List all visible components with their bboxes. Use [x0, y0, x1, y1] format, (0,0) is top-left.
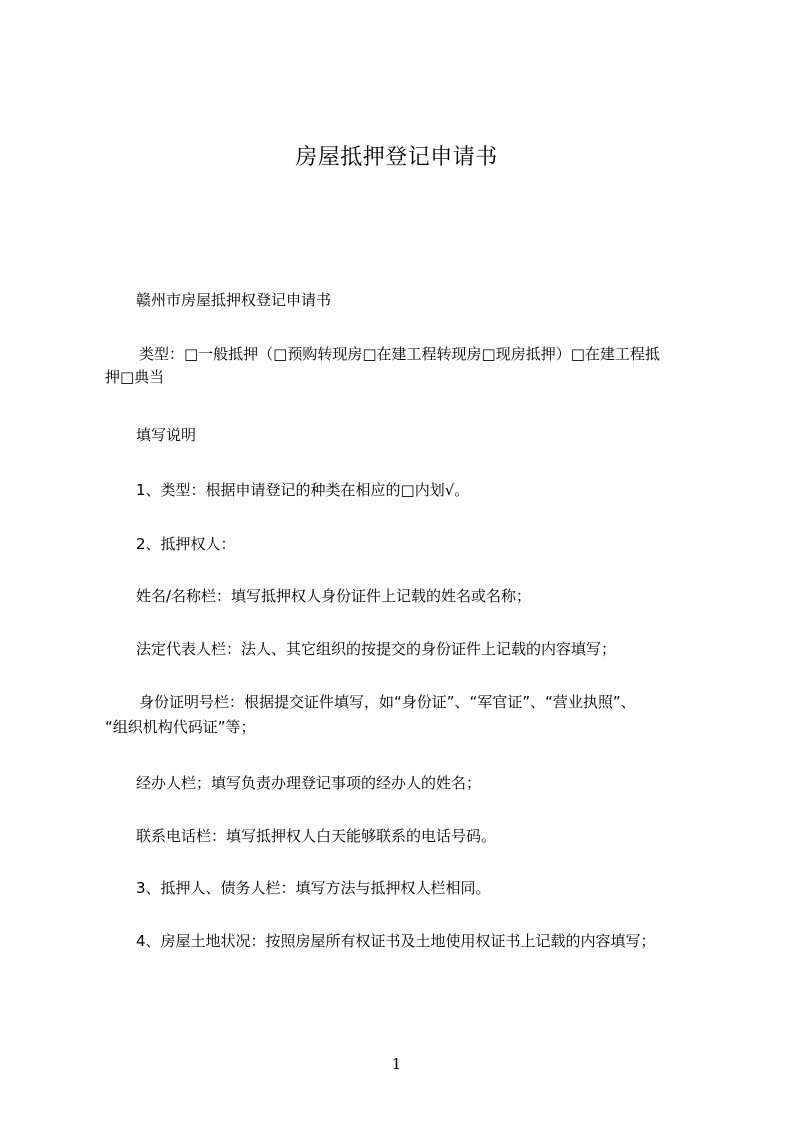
- name-field-instruction: 姓名/名称栏：填写抵押权人身份证件上记载的姓名或名称；: [136, 587, 532, 605]
- agent-field-instruction: 经办人栏；填写负责办理登记事项的经办人的姓名；: [136, 774, 482, 792]
- page-number: 1: [391, 1055, 402, 1073]
- legal-rep-field-instruction: 法定代表人栏：法人、其它组织的按提交的身份证件上记载的内容填写；: [136, 640, 617, 658]
- instruction-item-2: 2、抵押权人：: [136, 535, 236, 553]
- id-field-line-1: 身份证明号栏：根据提交证件填写，如“身份证”、“军官证”、“营业执照”、: [139, 693, 636, 711]
- instruction-item-4: 4、房屋土地状况：按照房屋所有权证书及土地使用权证书上记载的内容填写；: [136, 932, 656, 950]
- instructions-heading: 填写说明: [136, 426, 197, 444]
- type-line-2: 押□典当: [105, 368, 165, 386]
- id-field-line-2: “组织机构代码证”等；: [105, 718, 256, 736]
- document-title: 房屋抵押登记申请书: [295, 145, 498, 170]
- subtitle: 赣州市房屋抵押权登记申请书: [136, 291, 332, 309]
- instruction-item-1: 1、类型：根据申请登记的种类在相应的□内划√。: [136, 481, 470, 499]
- instruction-item-3: 3、抵押人、债务人栏：填写方法与抵押权人栏相同。: [136, 879, 491, 897]
- type-line-1: 类型：□一般抵押（□预购转现房□在建工程转现房□现房抵押）□在建工程抵: [139, 345, 660, 363]
- phone-field-instruction: 联系电话栏：填写抵押权人白天能够联系的电话号码。: [136, 827, 497, 845]
